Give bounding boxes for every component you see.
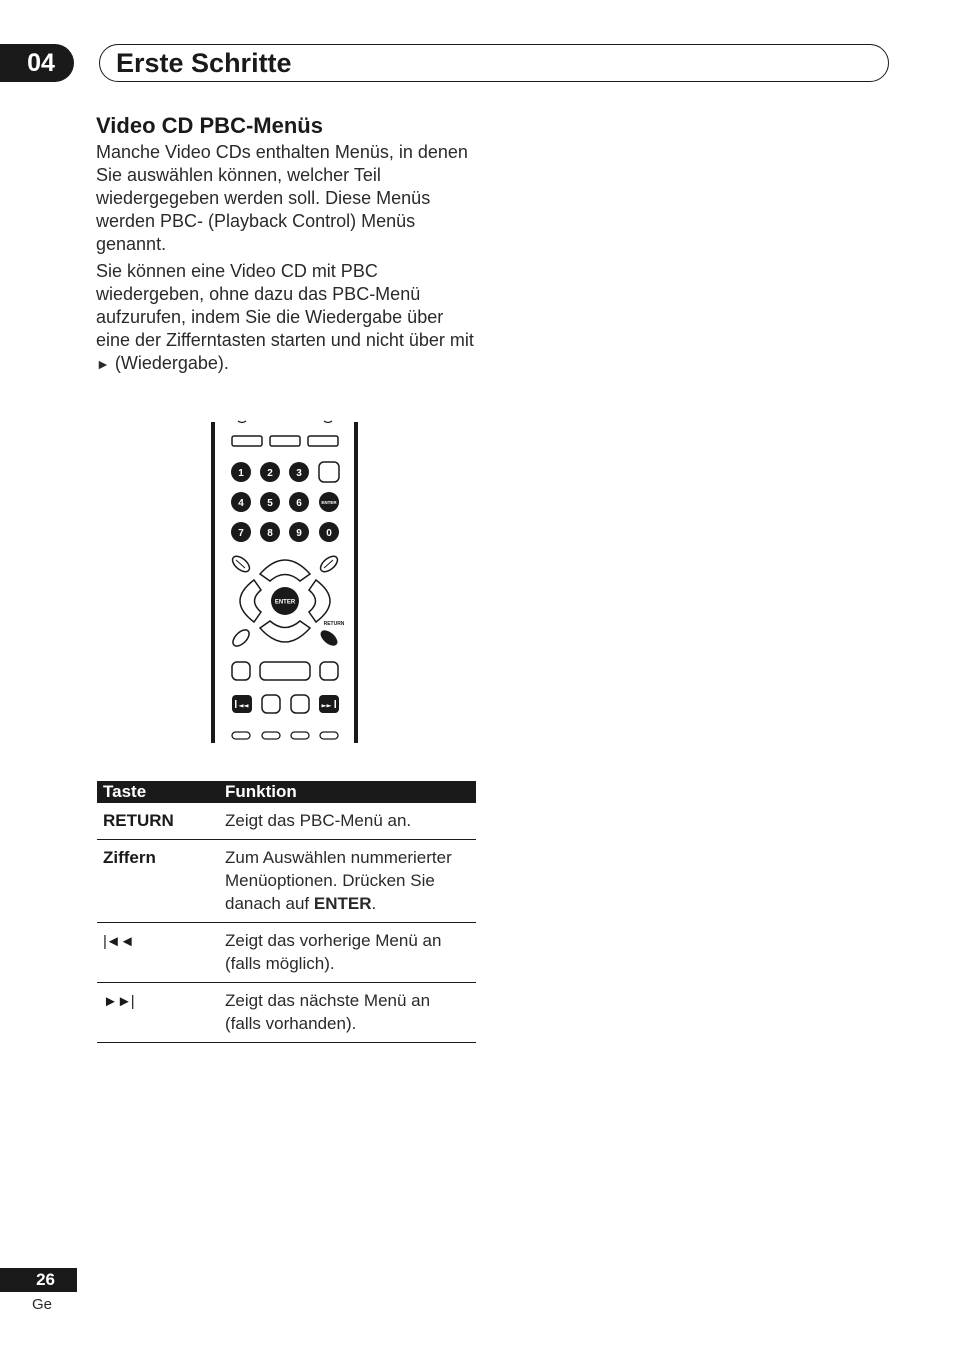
table-row	[97, 840, 476, 923]
digit-label: 0	[326, 528, 332, 539]
table-row	[97, 983, 476, 1043]
table-cell-key	[97, 923, 219, 983]
digit-label: 6	[296, 498, 302, 509]
next-key-icon: ►►	[321, 701, 332, 710]
remote-right-edge	[354, 422, 358, 743]
digit-label: 8	[267, 528, 273, 539]
bottom-key	[320, 732, 338, 739]
function-table	[97, 781, 476, 1043]
table-cell-desc: Zeigt das nächste Menü an (falls vorhanden).	[219, 983, 476, 1043]
prev-key-icon: ◄◄	[238, 701, 249, 710]
remote-control-illustration	[208, 418, 364, 746]
digit-label: 4	[238, 498, 244, 509]
table-cell-desc: Zeigt das vorherige Menü an (falls möglich).	[219, 923, 476, 983]
dpad-up	[260, 560, 310, 581]
digit-label: 7	[238, 528, 244, 539]
return-key-label: RETURN	[323, 621, 345, 627]
table-row	[97, 803, 476, 840]
table-cell-desc: Zeigt das PBC-Menü an.	[219, 803, 476, 840]
digit-label: 9	[296, 528, 302, 539]
play-icon: ►	[96, 356, 110, 372]
intro-paragraph: Manche Video CDs enthalten Menüs, in denen Sie auswählen können, welcher Teil wiedergegeben werden soll. Diese Menüs werden PBC- (Playback Control) Menüs genannt.	[96, 142, 468, 254]
blank-key	[262, 695, 280, 713]
bottom-key	[262, 732, 280, 739]
digit-label: 2	[267, 468, 273, 479]
remote-top-button	[308, 436, 338, 446]
blank-key	[319, 462, 339, 482]
remote-top-button	[232, 436, 262, 446]
remote-top-button	[270, 436, 300, 446]
language-code: Ge	[32, 1296, 53, 1313]
bottom-key	[232, 732, 250, 739]
section-title: Video CD PBC-Menüs	[96, 113, 323, 138]
side-button	[230, 627, 252, 649]
digit-label: 1	[238, 468, 244, 479]
enter-key-small-label: ENTER	[321, 500, 337, 505]
blank-key	[291, 695, 309, 713]
dpad-left	[240, 580, 261, 622]
blank-key	[232, 662, 250, 680]
remote-left-edge	[211, 422, 215, 743]
column-header-key: Taste	[97, 781, 219, 803]
page-number: 26	[0, 1268, 77, 1292]
table-cell-key	[97, 983, 219, 1043]
digit-label: 5	[267, 498, 273, 509]
table-cell-key: Ziffern	[97, 840, 219, 923]
dpad-down	[260, 621, 310, 642]
table-header-row	[97, 781, 476, 803]
pbc-paragraph-text-end: (Wiedergabe).	[109, 353, 229, 373]
table-cell-desc	[219, 840, 476, 923]
table-row	[97, 923, 476, 983]
desc-text-end: .	[371, 894, 377, 913]
pbc-paragraph-text: Sie können eine Video CD mit PBC wiedergeben, ohne dazu das PBC-Menü aufzurufen, indem Sie die Wiedergabe über eine der Zifferntasten starten und nicht über mit	[96, 261, 474, 350]
digit-label: 3	[296, 468, 302, 479]
bottom-key	[291, 732, 309, 739]
chapter-header-bar	[99, 44, 889, 82]
blank-key	[320, 662, 338, 680]
previous-icon: |◄◄	[103, 933, 134, 950]
chapter-title: Erste Schritte	[116, 48, 292, 78]
next-icon: ►►|	[103, 993, 134, 1010]
column-header-function: Funktion	[219, 781, 476, 803]
wide-key	[260, 662, 310, 680]
enter-key-label: ENTER	[274, 599, 296, 606]
desc-bold-enter: ENTER	[313, 894, 372, 913]
return-key	[318, 627, 340, 648]
pbc-paragraph	[96, 260, 480, 376]
desc-text: Zum Auswählen nummerierter Menüoptionen. Drücken Sie danach auf	[225, 848, 452, 913]
dpad-right	[309, 580, 330, 622]
table-cell-key: RETURN	[97, 803, 219, 840]
chapter-number-badge: 04	[0, 44, 74, 82]
